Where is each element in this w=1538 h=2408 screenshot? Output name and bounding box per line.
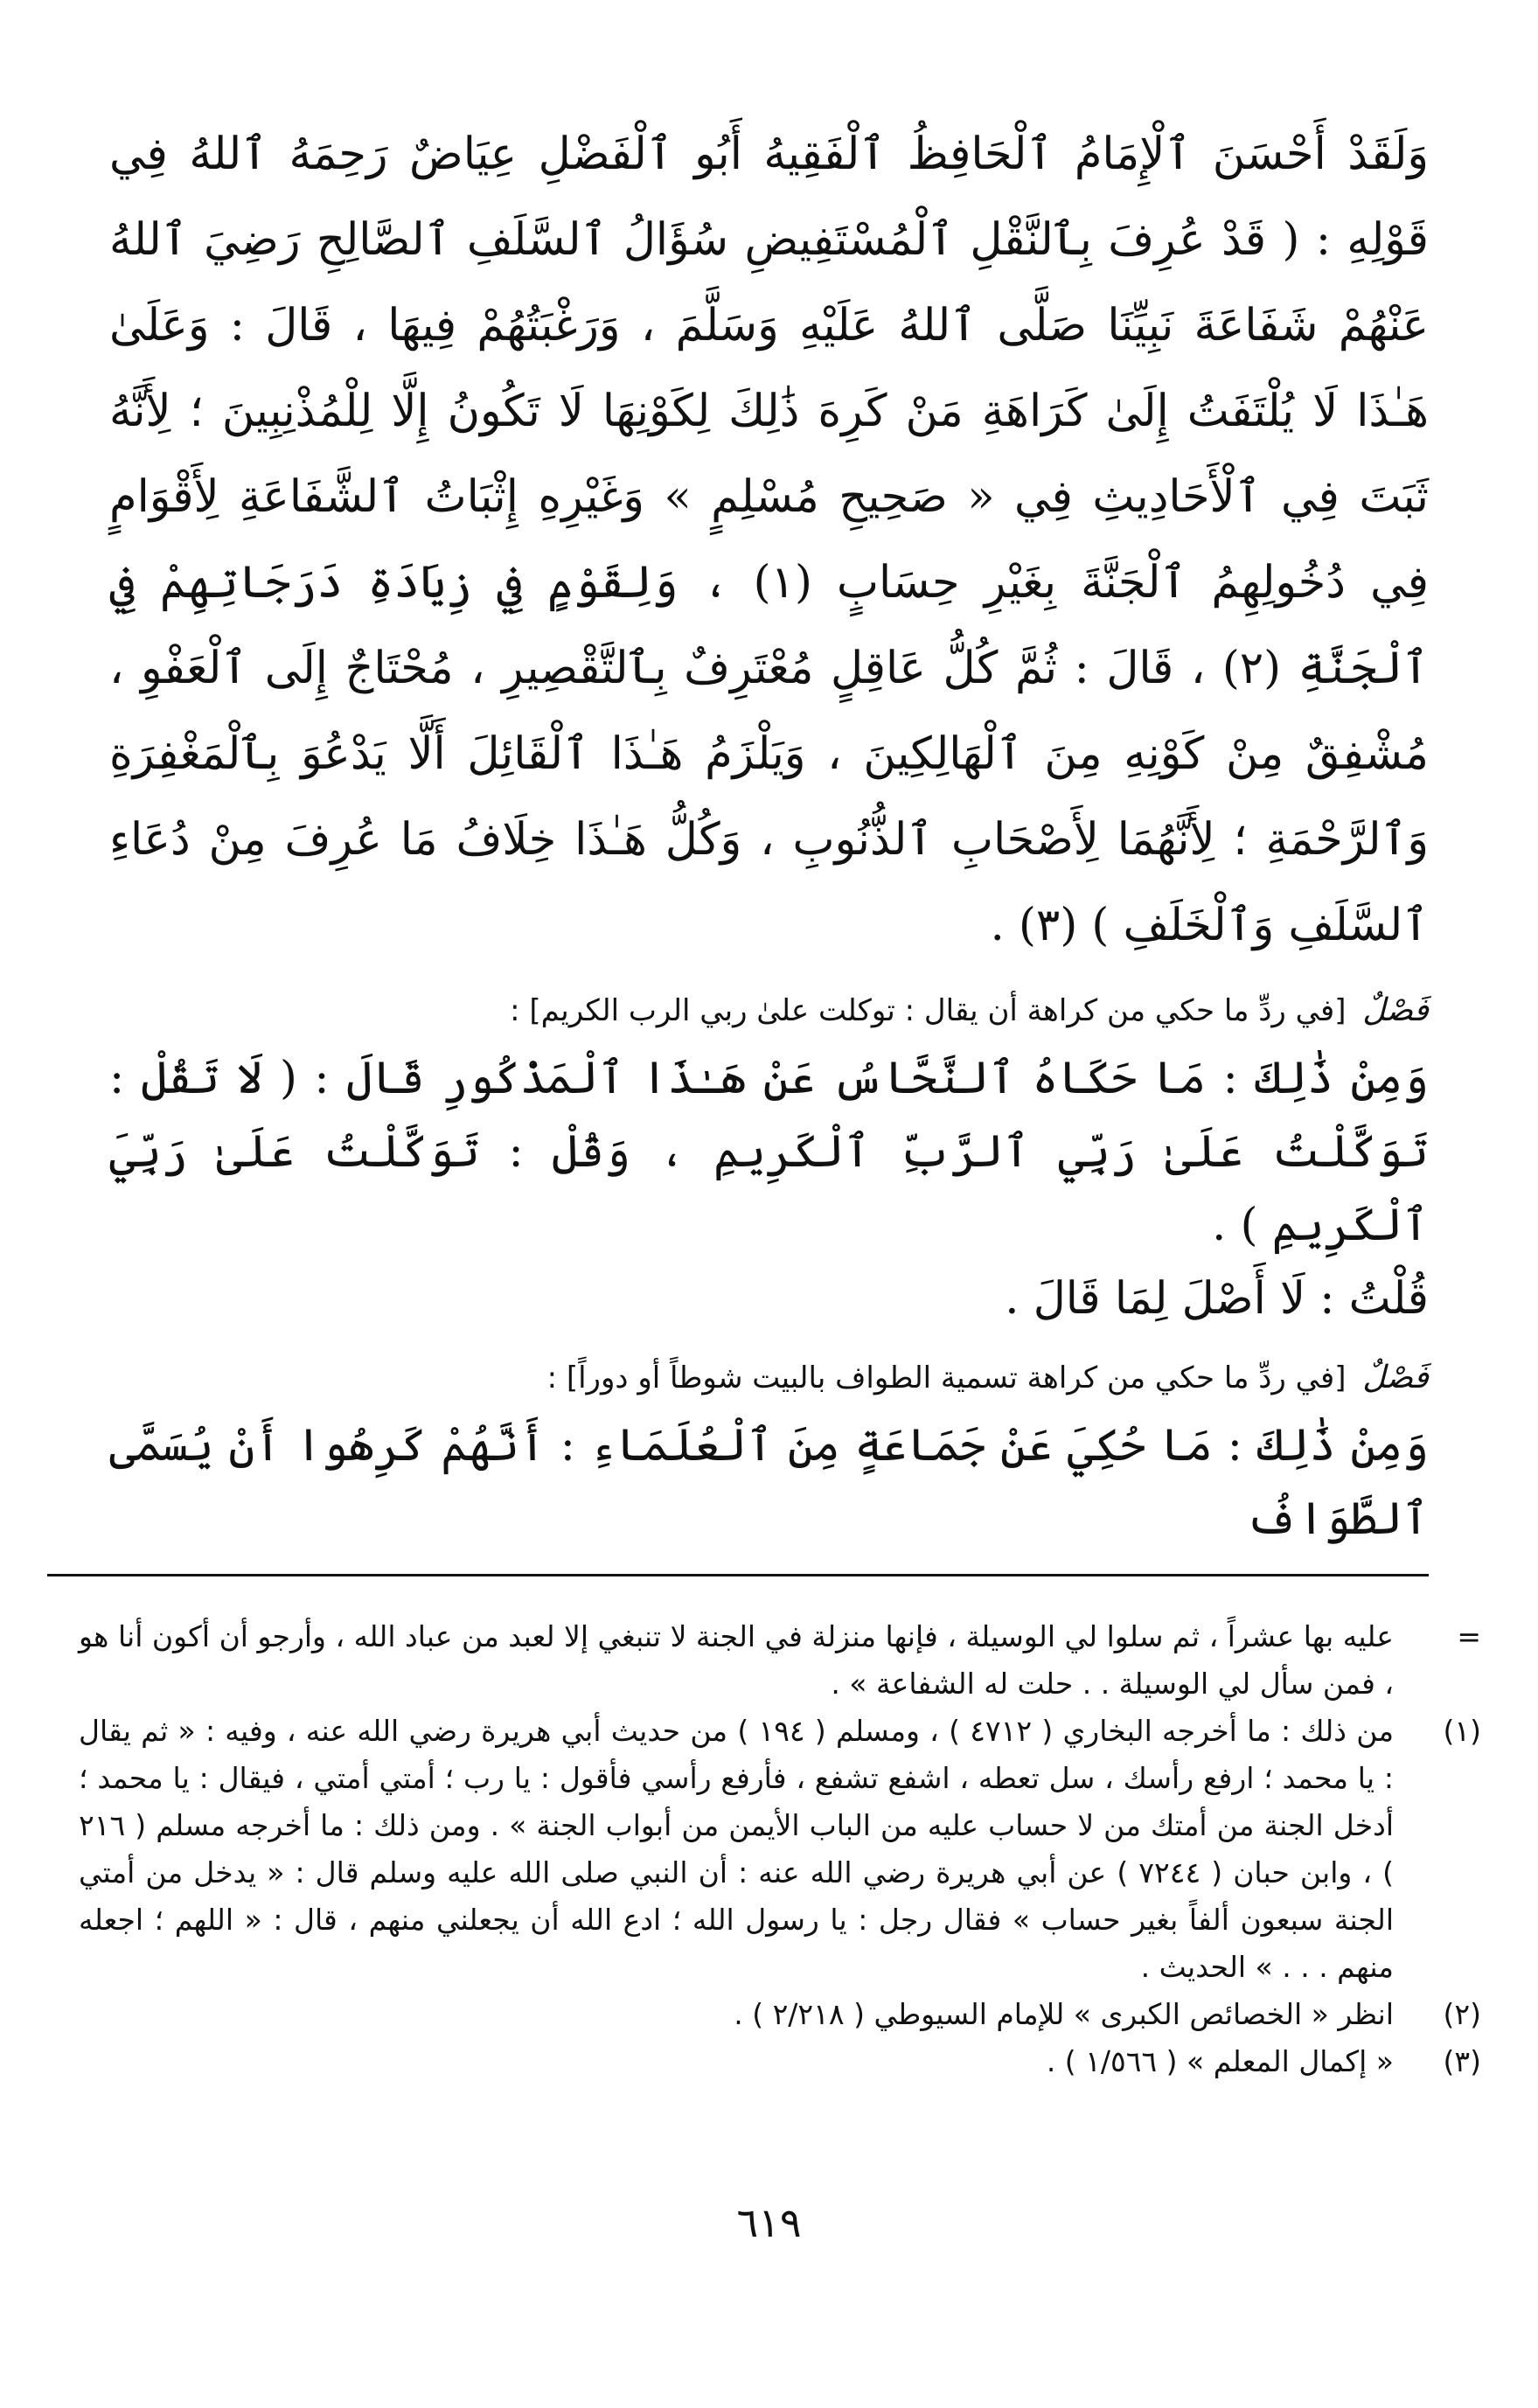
footnote-text: « إكمال المعلم » ( ١/٥٦٦ ) . <box>1046 2044 1394 2078</box>
section-heading-text: [في ردِّ ما حكي من كراهة تسمية الطواف بالبيت شوطاً أو دوراً] : <box>546 1361 1347 1395</box>
section-heading-tawakkul <box>109 985 1429 1037</box>
paragraph-nahhas: وَمِنْ ذَٰلِكَ : مَا حَكَاهُ ٱلنَّحَّاسُ عَنْ هَـٰذَا ٱلْمَذْكُورِ قَالَ : ( لَا تَقُلْ : تَوَكَّلْتُ عَلَىٰ رَبِّي ٱلرَّبِّ ٱلْكَرِيمِ ، وَقُلْ : تَوَكَّلْتُ عَلَىٰ رَبِّيَ ٱلْكَرِيمِ ) . <box>109 1053 1429 1251</box>
main-text <box>109 112 1429 1556</box>
paragraph-iyad-quote: وَلَقَدْ أَحْسَنَ ٱلْإِمَامُ ٱلْحَافِظُ ٱلْفَقِيهُ أَبُو ٱلْفَضْلِ عِيَاضٌ رَحِمَهُ ٱللهُ فِي قَوْلِهِ : ( قَدْ عُرِفَ بِٱلنَّقْلِ ٱلْمُسْتَفِيضِ سُؤَالُ ٱلسَّلَفِ ٱلصَّالِحِ رَضِيَ ٱللهُ عَنْهُمْ شَفَاعَةَ نَبِيِّنَا صَلَّى ٱللهُ عَلَيْهِ وَسَلَّمَ ، وَرَغْبَتُهُمْ فِيهَا ، قَالَ : وَعَلَىٰ هَـٰذَا لَا يُلْتَفَتُ إِلَىٰ كَرَاهَةِ مَنْ كَرِهَ ذَٰلِكَ لِكَوْنِهَا لَا تَكُونُ إِلَّا لِلْمُذْنِبِينَ ؛ لِأَنَّهُ ثَبَتَ فِي ٱلْأَحَادِيثِ فِي « صَحِيحِ مُسْلِمٍ » وَغَيْرِهِ إِثْبَاتُ ٱلشَّفَاعَةِ لِأَقْوَامٍ فِي دُخُولِهِمُ ٱلْجَنَّةَ بِغَيْرِ حِسَابٍ (١) ، وَلِقَوْمٍ فِي زِيَادَةِ دَرَجَاتِهِمْ فِي ٱلْجَنَّةِ (٢) ، قَالَ : ثُمَّ كُلُّ عَاقِلٍ مُعْتَرِفٌ بِٱلتَّقْصِيرِ ، مُحْتَاجٌ إِلَى ٱلْعَفْوِ ، مُشْفِقٌ مِنْ كَوْنِهِ مِنَ ٱلْهَالِكِينَ ، وَيَلْزَمُ هَـٰذَا ٱلْقَائِلَ أَلَّا يَدْعُوَ بِٱلْمَغْفِرَةِ وَٱلرَّحْمَةِ ؛ لِأَنَّهُمَا لِأَصْحَابِ ٱلذُّنُوبِ ، وَكُلُّ هَـٰذَا خِلَافُ مَا عُرِفَ مِنْ دُعَاءِ ٱلسَّلَفِ وَٱلْخَلَفِ ) (٣) . <box>109 129 1429 951</box>
footnote-separator <box>47 1574 1429 1576</box>
footnote-marker: (١) <box>1443 1714 1481 1748</box>
paragraph-response: قُلْتُ : لَا أَصْلَ لِمَا قَالَ . <box>1005 1273 1429 1325</box>
fasl-ornament: فَصْلٌ <box>1362 1360 1429 1395</box>
footnote-text: انظر « الخصائص الكبرى » للإمام السيوطي ( ٢/٢١٨ ) . <box>734 1997 1394 2031</box>
footnote-marker: (٢) <box>1443 1997 1481 2031</box>
footnotes <box>79 1613 1481 2085</box>
footnote-continuation <box>79 1613 1481 1708</box>
section-heading-tawaf <box>109 1352 1429 1404</box>
footnote-3 <box>79 2038 1481 2085</box>
footnote-text: من ذلك : ما أخرجه البخاري ( ٤٧١٢ ) ، ومسلم ( ١٩٤ ) من حديث أبي هريرة رضي الله عنه ، وفيه : « ثم يقال : يا محمد ؛ ارفع رأسك ، سل تعطه ، اشفع تشفع ، فأرفع رأسي فأقول : يا رب ؛ أمتي أمتي ، فيقال : يا محمد ؛ أدخل الجنة من أمتك من لا حساب عليه من الباب الأيمن من أبواب الجنة » . ومن ذلك : ما أخرجه مسلم ( ٢١٦ ) ، وابن حبان ( ٧٢٤٤ ) عن أبي هريرة رضي الله عنه : أن النبي صلى الله عليه وسلم قال : « يدخل من أمتي الجنة سبعون ألفاً بغير حساب » فقال رجل : يا رسول الله ؛ ادع الله أن يجعلني منهم ، قال : « اللهم ؛ اجعله منهم . . . » الحديث . <box>79 1714 1394 1984</box>
paragraph-tawaf: وَمِنْ ذَٰلِكَ : مَا حُكِيَ عَنْ جَمَاعَةٍ مِنَ ٱلْعُلَمَاءِ : أَنَّهُمْ كَرِهُوا أَنْ يُسَمَّى ٱلطَّوَافُ <box>109 1420 1429 1545</box>
section-heading-text: [في ردِّ ما حكي من كراهة أن يقال : توكلت علىٰ ربي الرب الكريم] : <box>510 993 1347 1028</box>
footnote-1 <box>79 1708 1481 1991</box>
fasl-ornament: فَصْلٌ <box>1362 992 1429 1028</box>
footnote-marker: = <box>1457 1619 1481 1653</box>
footnote-2 <box>79 1991 1481 2038</box>
footnote-marker: (٣) <box>1443 2044 1481 2078</box>
footnote-text: عليه بها عشراً ، ثم سلوا لي الوسيلة ، فإنها منزلة في الجنة لا تنبغي إلا لعبد من عباد الله ، وأرجو أن أكون أنا هو ، فمن سأل لي الوسيلة . . حلت له الشفاعة » . <box>79 1619 1394 1701</box>
page-number: ٦١٩ <box>736 2199 802 2246</box>
